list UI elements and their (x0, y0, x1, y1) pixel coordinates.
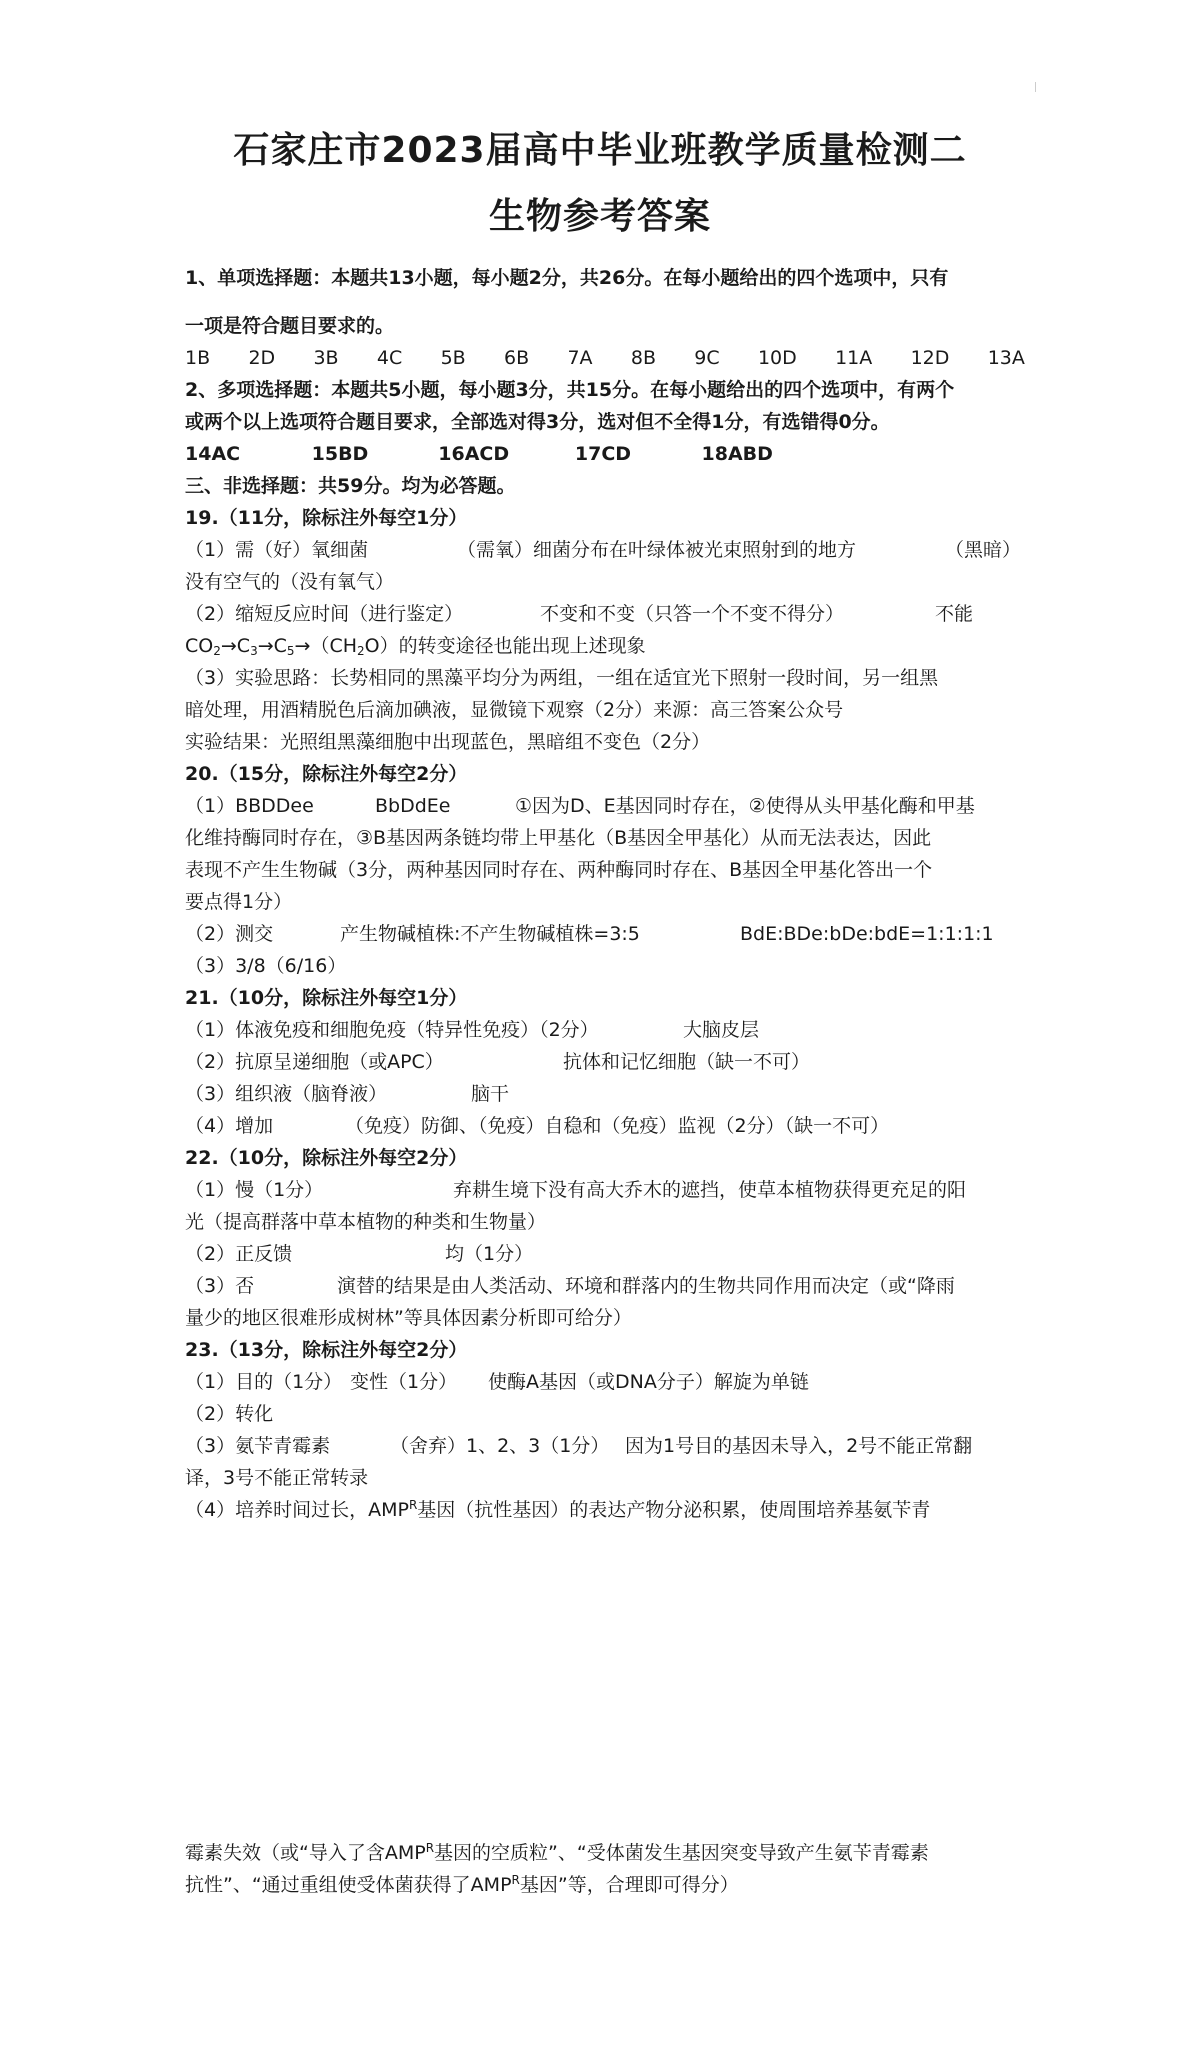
q23-answer-5: （舍弃）1、2、3（1分） (390, 1435, 610, 1457)
q19-answer-6: 不能 (935, 603, 974, 625)
question-23 (185, 1334, 1045, 1526)
section-single-choice (185, 262, 1045, 374)
q21-heading: 21.（10分，除标注外每空1分） (185, 987, 468, 1009)
q23-answer-2: 变性（1分） (350, 1371, 458, 1393)
answer-12: 12D (910, 347, 950, 369)
q22-answer-6: 演替的结果是由人类活动、环境和群落内的生物共同作用而决定（或“降雨 (337, 1275, 955, 1297)
q19-line5: （3）实验思路：长势相同的黑藻平均分为两组，一组在适宜光下照射一段时间，另一组黑 (185, 667, 939, 689)
ch2o-text: →（CH (294, 635, 358, 657)
q21-line3 (185, 1078, 1045, 1110)
q20-line2: 化维持酶同时存在，③B基因两条链均带上甲基化（B基因全甲基化）从而无法表达，因此 (185, 827, 932, 849)
q21-answer-5: （3）组织液（脑脊液） (185, 1083, 388, 1105)
q20-heading: 20.（15分，除标注外每空2分） (185, 763, 468, 785)
q21-line1 (185, 1014, 1045, 1046)
q20-answer-3: ①因为D、E基因同时存在，②使得从头甲基化酶和甲基 (515, 795, 975, 817)
section3-heading: 三、非选择题：共59分。均为必答题。 (185, 475, 516, 497)
q22-line5: 量少的地区很难形成树林”等具体因素分析即可给分） (185, 1307, 632, 1329)
answer-4: 4C (376, 347, 403, 369)
section1-answers (185, 342, 1025, 374)
document-title: 石家庄市2023届高中毕业班教学质量检测二 (233, 130, 967, 171)
answer-17: 17CD (574, 443, 632, 465)
q22-line4 (185, 1270, 1045, 1302)
amp-superscript: R (425, 1841, 435, 1855)
answer-8: 8B (630, 347, 656, 369)
answer-16: 16ACD (438, 443, 510, 465)
q20-line5 (185, 918, 1045, 950)
q21-answer-7: （4）增加 (185, 1115, 274, 1137)
c3-text: →C (220, 635, 251, 657)
q21-answer-8: （免疫）防御、（免疫）自稳和（免疫）监视（2分）（缺一不可） (345, 1115, 890, 1137)
q23-line2: （2）转化 (185, 1403, 274, 1425)
q22-line2: 光（提高群落中草本植物的种类和生物量） (185, 1211, 547, 1233)
q19-answer-5: 不变和不变（只答一个不变不得分） (540, 603, 845, 625)
q19-line6: 暗处理，用酒精脱色后滴加碘液，显微镜下观察（2分）来源：高三答案公众号 (185, 699, 844, 721)
q22-heading: 22.（10分，除标注外每空2分） (185, 1147, 468, 1169)
q23-line1 (185, 1366, 1045, 1398)
q19-answer-1: （1）需（好）氧细菌 (185, 539, 369, 561)
ch2o-subscript: 2 (357, 644, 365, 658)
c3-subscript: 3 (250, 644, 258, 658)
q22-answer-4: 均（1分） (445, 1243, 534, 1265)
q22-line1 (185, 1174, 1045, 1206)
q21-line4 (185, 1110, 1045, 1142)
q22-answer-5: （3）否 (185, 1275, 255, 1297)
q22-answer-1: （1）慢（1分） (185, 1179, 324, 1201)
q19-line4 (185, 630, 1045, 662)
q23-continuation (185, 1837, 1045, 1901)
answer-10: 10D (757, 347, 797, 369)
c5-text: →C (257, 635, 287, 657)
question-22 (185, 1142, 1045, 1334)
section-multiple-choice (185, 374, 1045, 502)
q23-tail-line1 (185, 1837, 1045, 1869)
amp-superscript: R (408, 1498, 418, 1512)
q20-answer-1: （1）BBDDee (185, 795, 314, 817)
tail2-start: 抗性”、“通过重组使受体菌获得了AMP (185, 1874, 512, 1896)
q19-line4-rest: O）的转变途径也能出现上述现象 (364, 635, 646, 657)
answer-11: 11A (835, 347, 873, 369)
answer-18: 18ABD (701, 443, 773, 465)
answer-15: 15BD (311, 443, 369, 465)
co2-subscript: 2 (213, 644, 221, 658)
q21-answer-6: 脑干 (471, 1083, 510, 1105)
q21-answer-4: 抗体和记忆细胞（缺一不可） (563, 1051, 811, 1073)
question-19 (185, 502, 1045, 758)
tail1-start: 霉素失效（或“导入了含AMP (185, 1842, 426, 1864)
q23-line4: 译，3号不能正常转录 (185, 1467, 369, 1489)
q20-answer-6: BdE:BDe:bDe:bdE=1:1:1:1 (740, 923, 994, 945)
q19-answer-2: （需氧）细菌分布在叶绿体被光束照射到的地方 (457, 539, 857, 561)
answer-13: 13A (987, 347, 1025, 369)
section2-heading-line1: 2、多项选择题：本题共5小题，每小题3分，共15分。在每小题给出的四个选项中，有两个 (185, 379, 955, 401)
q22-answer-2: 弃耕生境下没有高大乔木的遮挡，使草本植物获得更充足的阳 (453, 1179, 967, 1201)
q19-answer-3: （黑暗） (945, 539, 1022, 561)
q23-line5-end: 基因（抗性基因）的表达产物分泌积累，使周围培养基氨苄青 (417, 1499, 931, 1521)
q19-heading: 19.（11分，除标注外每空1分） (185, 507, 468, 529)
q19-answer-4: （2）缩短反应时间（进行鉴定） (185, 603, 464, 625)
c5-subscript: 5 (286, 644, 295, 658)
question-20 (185, 758, 1045, 982)
answer-2: 2D (248, 347, 276, 369)
tail2-end: 基因”等，合理即可得分） (519, 1874, 739, 1896)
q20-answer-5: 产生物碱植株:不产生物碱植株=3:5 (340, 923, 640, 945)
corner-mark (1035, 82, 1042, 92)
q21-answer-2: 大脑皮层 (683, 1019, 760, 1041)
q23-line5 (185, 1494, 1045, 1526)
answer-3: 3B (313, 347, 339, 369)
answer-14: 14AC (185, 443, 241, 465)
q23-answer-3: 使酶A基因（或DNA分子）解旋为单链 (488, 1371, 809, 1393)
q23-answer-6: 因为1号目的基因未导入，2号不能正常翻 (625, 1435, 973, 1457)
amp-superscript: R (511, 1873, 520, 1887)
section1-heading-line2: 一项是符合题目要求的。 (185, 315, 395, 337)
q23-answer-1: （1）目的（1分） (185, 1371, 343, 1393)
section2-heading-line2: 或两个以上选项符合题目要求，全部选对得3分，选对但不全得1分，有选错得0分。 (185, 411, 890, 433)
q23-answer-4: （3）氨苄青霉素 (185, 1435, 331, 1457)
q19-line2: 没有空气的（没有氧气） (185, 571, 395, 593)
section1-heading-line1: 1、单项选择题：本题共13小题，每小题2分，共26分。在每小题给出的四个选项中，只有 (185, 267, 949, 289)
answer-6: 6B (504, 347, 530, 369)
q20-line4: 要点得1分） (185, 891, 293, 913)
q21-answer-1: （1）体液免疫和细胞免疫（特异性免疫）（2分） (185, 1019, 599, 1041)
answer-1: 1B (185, 347, 211, 369)
q21-line2 (185, 1046, 1045, 1078)
document-subtitle: 生物参考答案 (488, 196, 711, 237)
q23-line3 (185, 1430, 1045, 1462)
q19-line7: 实验结果：光照组黑藻细胞中出现蓝色，黑暗组不变色（2分） (185, 731, 711, 753)
q19-line1 (185, 534, 1045, 566)
answer-7: 7A (567, 347, 593, 369)
q23-tail-line2 (185, 1869, 1045, 1901)
q20-answer-4: （2）测交 (185, 923, 274, 945)
co2-text: CO (185, 635, 214, 657)
q21-answer-3: （2）抗原呈递细胞（或APC） (185, 1051, 444, 1073)
q20-line3: 表现不产生生物碱（3分，两种基因同时存在、两种酶同时存在、B基因全甲基化答出一个 (185, 859, 933, 881)
answer-5: 5B (440, 347, 466, 369)
q23-line5-start: （4）培养时间过长，AMP (185, 1499, 409, 1521)
tail1-end: 基因的空质粒”、“受体菌发生基因突变导致产生氨苄青霉素 (434, 1842, 929, 1864)
section2-answers (185, 438, 1045, 470)
q20-answer-2: BbDdEe (375, 795, 451, 817)
q19-line3 (185, 598, 1045, 630)
q22-answer-3: （2）正反馈 (185, 1243, 293, 1265)
q22-line3 (185, 1238, 1045, 1270)
q20-line1 (185, 790, 1045, 822)
question-21 (185, 982, 1045, 1142)
q20-line6: （3）3/8（6/16） (185, 955, 347, 977)
answer-9: 9C (694, 347, 720, 369)
q23-heading: 23.（13分，除标注外每空2分） (185, 1339, 468, 1361)
